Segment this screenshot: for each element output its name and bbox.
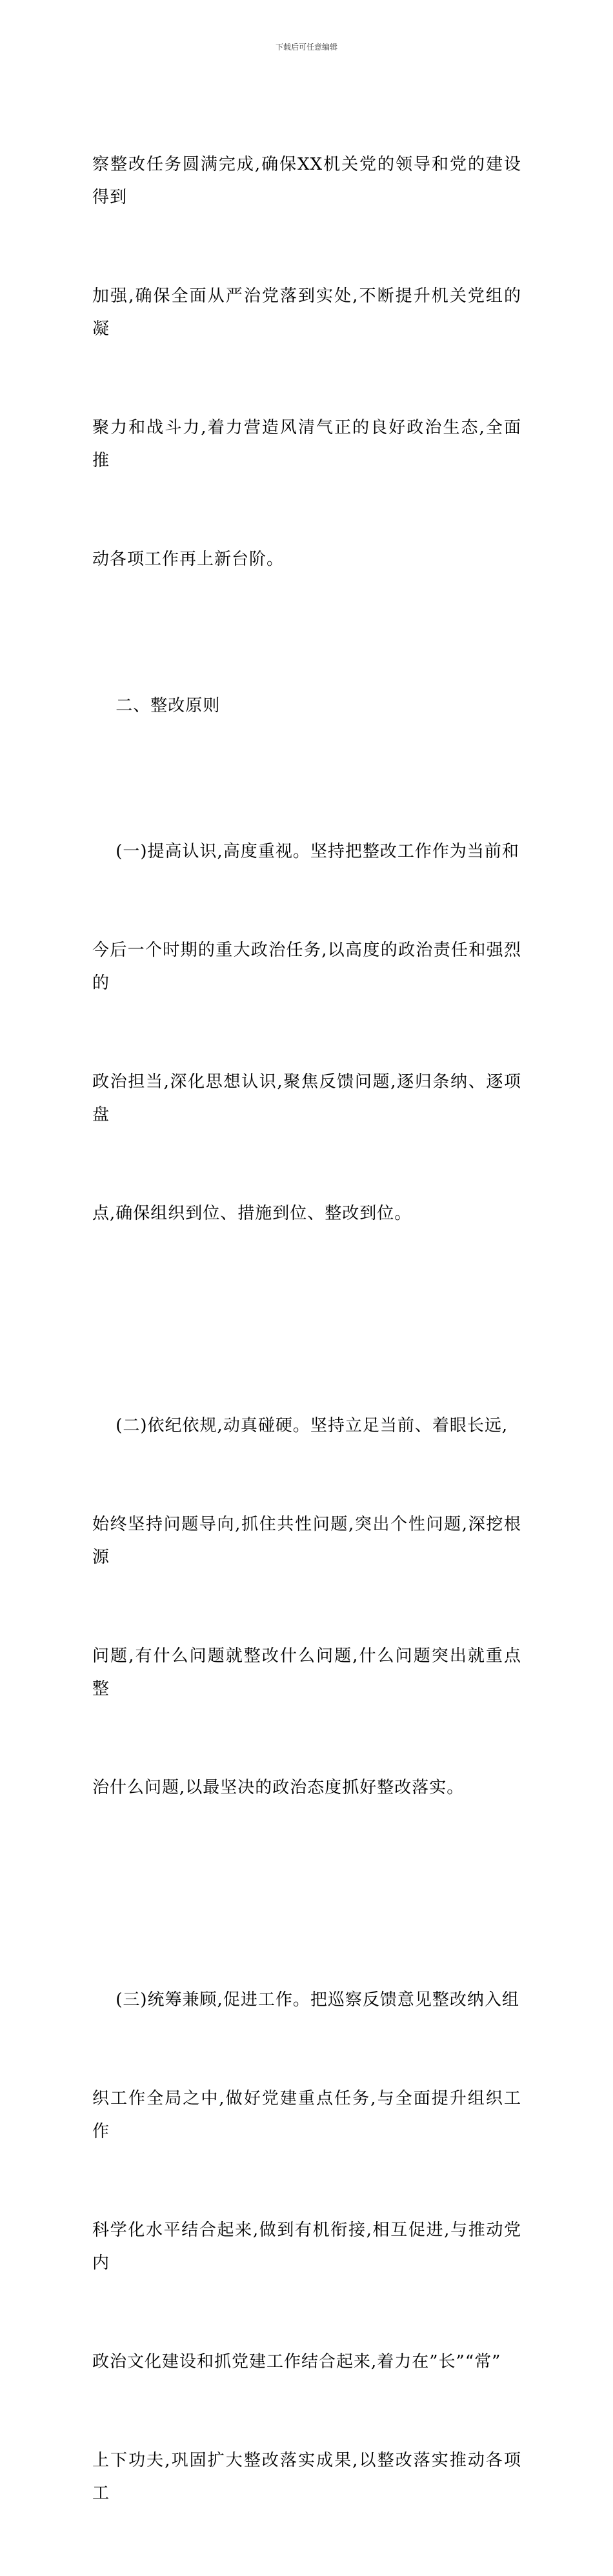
page-header-note: 下载后可任意编辑: [275, 43, 337, 52]
text-line: 点,确保组织到位、措施到位、整改到位。: [92, 1204, 412, 1223]
text-line: 政治担当,深化思想认识,聚焦反馈问题,逐归条纳、逐项盘: [92, 1072, 521, 1124]
text-line: 始终坚持问题导向,抓住共性问题,突出个性问题,深挖根源: [92, 1515, 521, 1567]
intro-paragraph: [92, 83, 521, 642]
text-line: 问题,有什么问题就整改什么问题,什么问题突出就重点整: [92, 1646, 521, 1699]
text-line: 动各项工作再上新台阶。: [92, 550, 285, 569]
text-line: 上下功夫,巩固扩大整改落实成果,以整改落实推动各项工: [92, 2451, 521, 2503]
document-body: [92, 83, 521, 2576]
text-line: 织工作全局之中,做好党建重点任务,与全面提升组织工作: [92, 2089, 521, 2141]
text-line: 聚力和战斗力,着力营造风清气正的良好政治生态,全面推: [92, 418, 521, 470]
principle-paragraph-1: [92, 770, 521, 1296]
text-line: (一)提高认识,高度重视。坚持把整改工作作为当前和: [92, 842, 519, 861]
text-line: (三)统筹兼顾,促进工作。把巡察反馈意见整改纳入组: [92, 1990, 519, 2010]
section-heading: 二、整改原则: [92, 696, 221, 715]
text-line: 察整改任务圆满完成,确保XX机关党的领导和党的建设得到: [92, 155, 521, 207]
text-line: (二)依纪依规,动真碰硬。坚持立足当前、着眼长远,: [92, 1416, 508, 1435]
text-line: 治什么问题,以最坚决的政治态度抓好整改落实。: [92, 1778, 465, 1797]
text-line: 科学化水平结合起来,做到有机衔接,相互促进,与推动党内: [92, 2221, 521, 2273]
text-line: 今后一个时期的重大政治任务,以高度的政治责任和强烈的: [92, 941, 521, 993]
principle-paragraph-2: [92, 1344, 521, 1870]
text-line: 加强,确保全面从严治党落到实处,不断提升机关党组的凝: [92, 286, 521, 339]
principle-paragraph-3: [92, 1918, 521, 2576]
text-line: 政治文化建设和抓党建工作结合起来,着力在”长”“常”: [92, 2352, 501, 2371]
